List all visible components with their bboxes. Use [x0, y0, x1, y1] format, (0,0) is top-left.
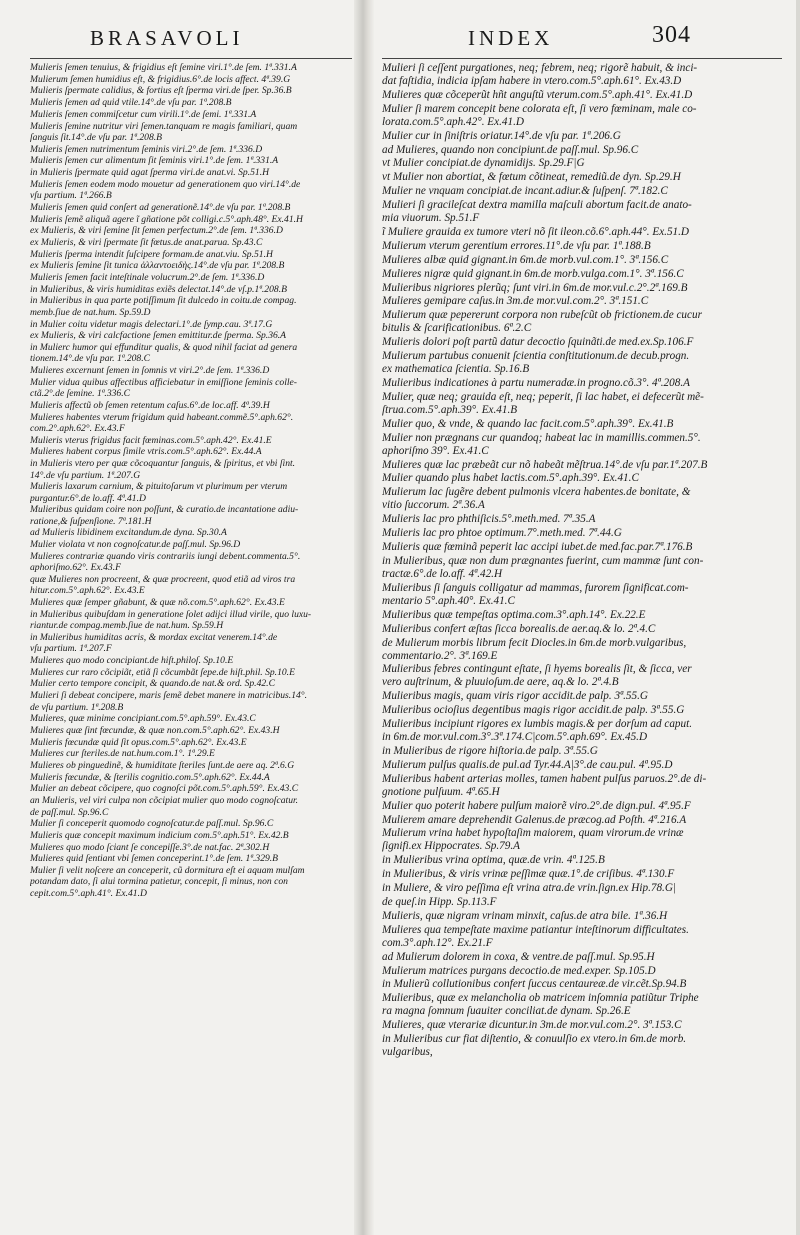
index-entry: in Mulieris vtero per quæ cõcoquantur ſanguis, & ſpiritus, et vbi ſint. 14°.de vſu partium. 1ª.207.G — [30, 458, 296, 481]
index-entry: Mulieribus, quæ ex melancholia ob matricem inſomnia patiũtur Triphe ra magna ſomnum ſuauiter conciliat.de dynam. Sp.26.E — [382, 992, 699, 1018]
index-entry: Mulieribus incipiunt rigores ex lumbis magis.& per dorſum ad caput. in 6m.de mor.vul.com.3°.3ª.174.C|com.5°.aph.69°. Ex.45.D — [382, 718, 693, 744]
index-entry: in Mulierũ collutionibus confert ſuccus centaureæ.de vir.cẽt.Sp.94.B — [382, 978, 687, 991]
index-entry: Mulierum ſemen humidius eſt, & frigidius.6°.de locis affect. 4ª.39.G — [30, 73, 291, 85]
index-entry: Mulier quo, & vnde, & quando lac facit.com.5°.aph.39°. Ex.41.B — [382, 417, 674, 430]
index-entry: Mulierum partubus conuenit ſcientia conſtitutionum.de decub.progn. ex mathematica ſcientia. Sp.16.B — [382, 350, 690, 376]
index-entry: Mulieris ſpermate calidius, & fortius eſt ſperma viri.de ſper. Sp.36.B — [30, 85, 292, 97]
index-entry: vt Mulier concipiat.de dynamidijs. Sp.29.F|G — [382, 157, 585, 170]
index-entry: ad Mulieris libidinem excitandum.de dyna. Sp.30.A — [30, 527, 227, 539]
index-entry: Mulieris ſemen tenuius, & frigidius eſt ſemine viri.1°.de ſem. 1ª.331.A — [30, 62, 297, 73]
index-entry: Mulieris ſemen nutrimentum ſeminis viri.2°.de ſem. 1ª.336.D — [30, 143, 263, 155]
index-entry: Mulieres nigræ quid gignant.in 6m.de morb.vulga.com.1°. 3ª.156.C — [382, 267, 684, 280]
index-entry: Mulieris lac pro phtoe optimum.7°.meth.med. 7ª.44.G — [382, 527, 622, 540]
index-entry: in Mulier coitu videtur magis delectari.1°.de ſymp.cau. 3ª.17.G — [30, 318, 273, 330]
index-entry: Mulier quando plus habet lactis.com.5°.aph.39°. Ex.41.C — [382, 472, 639, 485]
index-entry: in Mulieribus, & viris humiditas exiẽs delectat.14°.de vſ.p.1ª.208.B — [30, 283, 287, 295]
index-entry: Mulier ſi velit noſcere an conceperit, cũ dormitura eſt ei aquam mulſam potandam dato, ſi alui tormina patietur, concepit, ſi minus, non con cepit.com.5°.aph.41°. Ex.41.D — [30, 865, 305, 899]
index-entry: Mulier certo tempore concipit, & quando.de nat.& ord. Sp.42.C — [30, 678, 275, 690]
index-entry: in Mulieribus quibuſdam in generatione ſolet adijci illud virile, quo luxu- riantur.de compag.memb.ſiue de nat.hum. Sp.59.H — [30, 608, 312, 632]
index-entry: ad Mulieres, quando non concipiunt.de paſſ.mul. Sp.96.C — [382, 143, 639, 156]
index-entry: Mulier an debeat cõcipere, quo cognoſci põt.com.5°.aph.59°. Ex.43.C — [30, 783, 299, 795]
running-header — [0, 20, 800, 56]
index-entry: Mulierum vrina habet hypoſtaſim maiorem, quam virorum.de vrinæ ſignifi.ex Hippocrates. Sp.79.A — [382, 827, 684, 853]
page-number: 304 — [652, 22, 691, 48]
index-entry: Mulieres quo modo ſciant ſe concepiſſe.3°.de nat.fac. 2ª.302.H — [30, 841, 270, 853]
index-entry: quæ Mulieres non procreent, & quæ procreent, quod etiã ad viros tra hitur.com.5°.aph.62°. Ex.43.E — [30, 573, 296, 597]
index-entry: Mulieris vterus frigidus facit fœminas.com.5°.aph.42°. Ex.41.E — [30, 434, 272, 446]
index-entry: in Mulierc humor qui effunditur qualis, & quod nihil faciat ad genera tionem.14°.de vſu par. 1ª.208.C — [30, 341, 298, 365]
right-index-column — [382, 62, 782, 1230]
index-entry: Mulierum vterum gerentium errores.11°.de vſu par. 1ª.188.B — [382, 239, 651, 252]
index-entry: in Mulieribus in qua parte potiſſimum ſit dulcedo in coitu.de compag. memb.ſiue de nat.hum. Sp.59.D — [30, 295, 297, 318]
index-entry: Mulier ſi conceperit quomodo cognoſcatur.de paſſ.mul. Sp.96.C — [30, 818, 274, 830]
index-entry: Mulierum lac ſugẽre debent pulmonis vlcera habentes.de bonitate, & vitio ſuccorum. 2ª.36.A — [382, 486, 691, 512]
index-entry: Mulieres quid ſentiant vbi ſemen conceperint.1°.de ſem. 1ª.329.B — [30, 853, 279, 865]
index-entry: Mulieris ſemen quid conſert ad generationẽ.14°.de vſu par. 1ª.208.B — [30, 201, 291, 213]
index-entry: Mulieris affectũ ob ſemen retentum caſus.6°.de loc.aff. 4ª.39.H — [30, 399, 270, 411]
index-entry: Mulieris fœcundæ quid ſit opus.com.5°.aph.62°. Ex.43.E — [30, 736, 247, 748]
index-entry: Mulieris ſemen facit inteſtinale volucrum.2°.de ſem. 1ª.336.D — [30, 272, 265, 284]
index-entry: Mulieres habentes vterum frigidum quid habeant.commẽ.5°.aph.62°. com.2°.aph.62°. Ex.43.F — [30, 411, 294, 435]
index-entry: ex Mulieris, & viri calcfactione ſemen emittitur.de ſperma. Sp.36.A — [30, 330, 287, 342]
index-entry: de Mulierum morbis librum fecit Diocles.in 6m.de morb.vulgaribus, commentario.2°. 3ª.169.E — [382, 636, 687, 662]
index-entry: Mulier violata vt non cognoſcatur.de paſſ.mul. Sp.96.D — [30, 539, 241, 551]
index-entry: Mulieres ob pinguedinẽ, & humiditate ſteriles ſunt.de aere aq. 2ª.6.G — [30, 760, 295, 772]
header-title: INDEX — [468, 26, 554, 50]
index-entry: Mulieres qua tempeſtate maxime patiantur inteſtinorum difficultates. com.3°.aph.12°. Ex.21.F — [382, 923, 689, 949]
index-entry: in Mulieribus humiditas acris, & mordax excitat venerem.14°.de vſu partium. 1ª.207.F — [30, 631, 278, 655]
index-entry: de queſ.in Hipp. Sp.113.F — [382, 895, 497, 908]
index-entry: Mulieris ſperma intendit ſuſcipere formam.de anat.viu. Sp.51.H — [30, 248, 273, 260]
index-entry: Mulieribus magis, quam viris rigor accidit.de palp. 3ª.55.G — [382, 690, 648, 703]
index-entry: Mulieres, quæ minime concipiant.com.5°.aph.59°. Ex.43.C — [30, 713, 256, 725]
index-entry: Mulieres cur raro cõcipiãt, etiã ſi cõcumbãt ſepe.de hiſt.phil. Sp.10.E — [30, 666, 295, 678]
index-entry: in Mulieris ſpermate quid agat ſperma viri.de anat.vi. Sp.51.H — [30, 167, 270, 179]
index-entry: Mulier non prægnans cur quandoq; habeat lac in mamillis.commen.5°. aphoriſmo 39°. Ex.41.C — [382, 431, 701, 457]
index-entry: Mulieris laxarum carnium, & pituitoſarum vt plurimum per vterum purgantur.6°.de lo.aff. 4ª.41.D — [30, 481, 288, 504]
index-entry: Mulieres, quæ vterariæ dicuntur.in 3m.de mor.vul.com.2°. 3ª.153.C — [382, 1019, 682, 1032]
index-entry: Mulieres excernunt ſemen in ſomnis vt viri.2°.de ſem. 1ª.336.D — [30, 365, 270, 377]
index-entry: in Mulieribus, & viris vrinæ peſſimæ quæ.1°.de criſibus. 4ª.130.F — [382, 868, 675, 881]
header-rule-right — [382, 58, 782, 59]
index-entry: Mulieribus quidam coire non poſſunt, & curatio.de incantatione adiu- ratione,& ſuſpenſione. 7ª.181.H — [30, 504, 299, 527]
index-entry: ex Mulieris, & viri ſpermate ſit fœtus.de anat.parua. Sp.43.C — [30, 236, 263, 248]
index-entry: Mulieres habent corpus ſimile vtris.com.5°.aph.62°. Ex.44.A — [30, 446, 262, 458]
index-entry: Mulier vidua quibus affectibus afficiebatur in emiſſione ſeminis colle- ctã.2°.de ſemine. 1ª.336.C — [30, 376, 297, 400]
index-entry: Mulieribus ocioſius degentibus magis rigor accidit.de palp. 3ª.55.G — [382, 704, 685, 717]
index-entry: Mulieris quæ concepit maximum indicium com.5°.aph.51°. Ex.42.B — [30, 829, 289, 841]
index-entry: Mulier quo poterit habere pulſum maiorẽ viro.2°.de dign.pul. 4ª.95.F — [382, 799, 691, 812]
index-entry: Mulieris ſemen eodem modo mouetur ad generationem quo viri.14°.de vſu partium. 1ª.266.B — [30, 178, 301, 202]
index-entry: Mulieris ſemen commiſcetur cum virili.1°.de ſemi. 1ª.331.A — [30, 108, 257, 120]
page-gutter — [354, 0, 374, 1235]
index-entry: ĩ Muliere grauida ex tumore vteri nõ ſit ileon.cõ.6°.aph.44°. Ex.51.D — [382, 226, 690, 239]
index-entry: Mulieres quæ ſint fœcundæ, & quæ non.com.5°.aph.62°. Ex.43.H — [30, 724, 280, 736]
index-entry: in Mulieribus cur fiat diſtentio, & conuulſio ex vtero.in 6m.de morb. vulgaribus, — [382, 1033, 687, 1059]
index-entry: Mulieris lac pro phthiſicis.5°.meth.med. 7ª.35.A — [382, 513, 596, 526]
index-entry: Mulieri ſi gracileſcat dextra mamilla maſculi abortum facit.de anato- mia viuorum. Sp.51.F — [382, 199, 692, 225]
index-entry: Mulieris fœcundæ, & ſterilis cognitio.com.5°.aph.62°. Ex.44.A — [30, 771, 270, 783]
index-entry: Mulieres cur ſteriles.de nat.hum.com.1°. 1ª.29.E — [30, 748, 215, 760]
index-entry: Mulieres contrariæ quando viris contrariis iungi debent.commenta.5°. aphoriſmo.62°. Ex.43.F — [30, 550, 301, 574]
index-entry: Mulieres albæ quid gignant.in 6m.de morb.vul.com.1°. 3ª.156.C — [382, 253, 669, 266]
index-entry: Mulieris ſemen ad quid vtile.14°.de vſu par. 1ª.208.B — [30, 97, 232, 109]
index-entry: Mulieris quæ fœminã peperit lac accipi iubet.de med.fac.par.7ª.176.B — [382, 541, 693, 554]
index-entry: in Mulieribus, quæ non dum prægnantes fuerint, cum mammæ ſunt con- tractæ.6°.de lo.aff. 4ª.42.H — [382, 554, 704, 580]
index-entry: vt Mulier non abortiat, & fœtum cõtineat, remediũ.de dyn. Sp.29.H — [382, 171, 681, 184]
index-entry: Mulieribus quæ tempeſtas optima.com.3°.aph.14°. Ex.22.E — [382, 608, 646, 621]
index-entry: Mulier cur in ſiniſtris oriatur.14°.de vſu par. 1ª.206.G — [382, 129, 621, 142]
index-entry: Mulieribus febres contingunt eſtate, ſi hyems borealis ſit, & ſicca, ver vero auſtrinum, & pluuioſum.de aere, aq.& lo. 2ª.4.B — [382, 663, 692, 689]
index-entry: Mulieres quo modo concipiant.de hiſt.philoſ. Sp.10.E — [30, 655, 234, 666]
index-entry: Mulier, quæ neq; grauida eſt, neq; peperit, ſi lac habet, ei defecerũt mẽ- ſtrua.com.5°.aph.39°. Ex.41.B — [382, 390, 704, 416]
index-entry: Mulier ne vnquam concipiat.de incant.adiur.& ſuſpenſ. 7ª.182.C — [382, 185, 668, 198]
index-entry: Mulieribus ſi ſanguis colligatur ad mammas, furorem ſignificat.com- mentario 5°.aph.40°. Ex.41.C — [382, 581, 689, 607]
index-entry: Mulierum pulſus qualis.de pul.ad Tyr.44.A|3°.de cau.pul. 4ª.95.D — [382, 758, 673, 771]
index-entry: Mulieris ſemine nutritur viri ſemen.tanquam re magis familiari, quam ſanguis ſit.14°.de vſu par. 1ª.208.B — [30, 120, 298, 143]
index-entry: Mulieris dolori poſt partũ datur decoctio ſquinãti.de med.ex.Sp.106.F — [382, 336, 694, 349]
index-entry: in Muliere, & viro peſſima eſt vrina atra.de vrin.ſign.ex Hip.78.G| — [382, 882, 677, 895]
index-entry: Mulieribus indicationes à partu numeradæ.in progno.cõ.3°. 4ª.208.A — [382, 377, 690, 390]
index-entry: Mulieribus nigriores plerũq; ſunt viri.in 6m.de mor.vul.c.2°.2ª.169.B — [382, 281, 688, 294]
header-author: BRASAVOLI — [90, 26, 244, 50]
index-entry: Mulieribus habent arterias molles, tamen habent pulſus paruos.2°.de di- gnotione pulſuum. 4ª.65.H — [382, 772, 707, 798]
index-entry: Mulieres quæ ſemper gñabunt, & quæ nõ.com.5°.aph.62°. Ex.43.E — [30, 597, 285, 609]
index-entry: Mulieris, quæ nigram vrinam minxit, caſus.de atra bile. 1ª.36.H — [382, 909, 668, 922]
index-entry: in Mulieribus vrina optima, quæ.de vrin. 4ª.125.B — [382, 854, 605, 867]
page-edge — [796, 0, 800, 1235]
index-entry: ex Mulieris ſemine ſit tunica ἀλλαντοειδὴς.14°.de vſu par. 1ª.208.B — [30, 260, 285, 272]
header-rule-left — [30, 58, 352, 59]
index-entry: an Mulieris, vel viri culpa non cõcipiat mulier quo modo cognoſcatur. de paſſ.mul. Sp.96.C — [30, 795, 299, 818]
index-entry: Mulierum matrices purgans decoctio.de med.exper. Sp.105.D — [382, 964, 656, 977]
index-entry: Mulier ſi marem concepit bene colorata eſt, ſi vero fœminam, male co- lorata.com.5°.aph.42°. Ex.41.D — [382, 102, 697, 128]
index-entry: Mulierum quæ pepererunt corpora non rubeſcũt ob frictionem.de cucur bitulis & ſcarificationibus. 6ª.2.C — [382, 309, 702, 335]
index-entry: in Mulieribus de rigore hiſtoria.de palp. 3ª.55.G — [382, 744, 598, 757]
index-entry: Mulieres quæ lac præbeãt cur nõ habeãt mẽſtrua.14°.de vſu par.1ª.207.B — [382, 458, 708, 471]
index-entry: Mulieres gemipare caſus.in 3m.de mor.vul.com.2°. 3ª.151.C — [382, 295, 649, 308]
index-entry: Mulieri ſi ceſſent purgationes, neq; febrem, neq; rigorẽ habuit, & inci- dat faſtidia, indicia ipſam habere in vtero.com.5°.aph.61°. Ex.43.D — [382, 62, 698, 87]
index-entry: Mulieres quæ cõceperũt hñt anguſtũ vterum.com.5°.aph.41°. Ex.41.D — [382, 88, 693, 101]
index-entry: ex Mulieris, & viri ſemine ſit ſemen perfectum.2°.de ſem. 1ª.336.D — [30, 225, 283, 237]
index-entry: Mulieris ſemen cur alimentum ſit ſeminis viri.1°.de ſem. 1ª.331.A — [30, 155, 279, 167]
index-entry: Mulieris ſemẽ aliquã agere ĩ gñatione põt colligi.c.5°.aph.48°. Ex.41.H — [30, 213, 303, 225]
index-entry: Mulieri ſi debeat concipere, maris ſemẽ debet manere in matricibus.14°. de vſu partium. 1ª.208.B — [30, 690, 308, 713]
left-index-column — [30, 62, 352, 1230]
index-entry: Mulieribus confert æſtas ſicca borealis.de aer.aq.& lo. 2ª.4.C — [382, 622, 656, 635]
index-entry: Mulierem amare deprehendit Galenus.de præcog.ad Poſth. 4ª.216.A — [382, 813, 687, 826]
index-entry: ad Mulierum dolorem in coxa, & ventre.de paſſ.mul. Sp.95.H — [382, 950, 655, 963]
